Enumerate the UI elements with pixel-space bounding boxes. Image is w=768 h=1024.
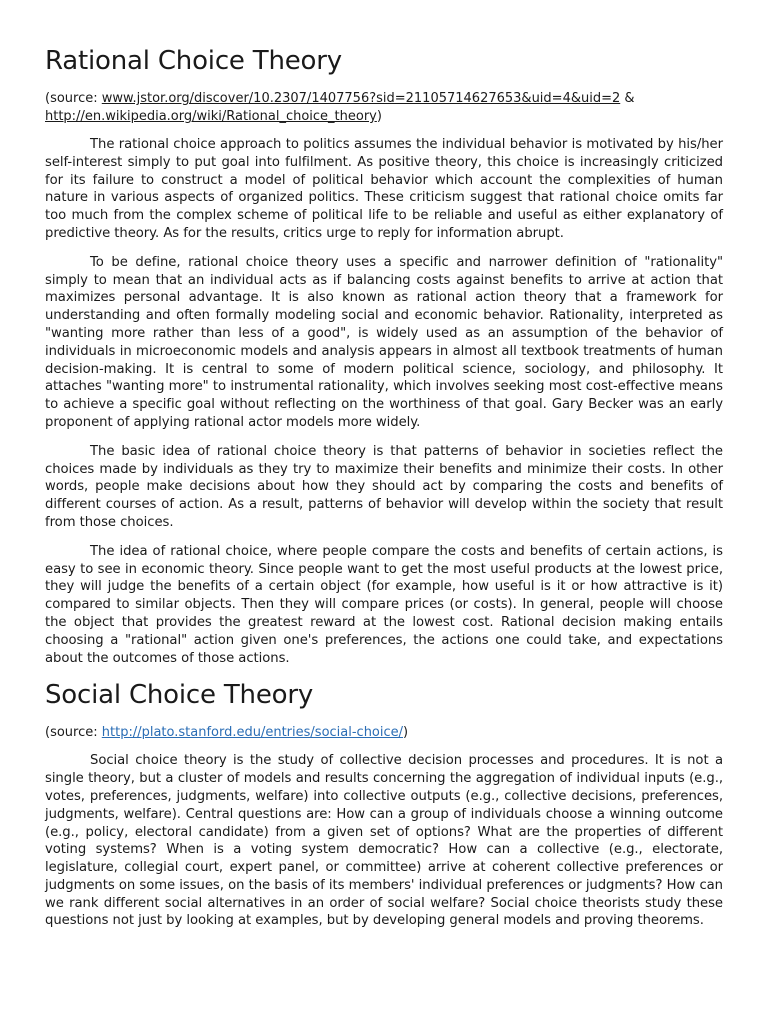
source-suffix: ) [403,725,409,741]
wikipedia-link[interactable]: http://en.wikipedia.org/wiki/Rational_choice_theory [45,109,377,124]
section-title-rational-choice: Rational Choice Theory [45,46,342,76]
stanford-link[interactable]: http://plato.stanford.edu/entries/social-choice/ [101,725,404,741]
paragraph-rational-4: The idea of rational choice, where people compare the costs and benefits of certain actions, is easy to see in economic theory. Since people want to get the most useful products at the lowest price, they will judge the benefits of a certain object (for example, how useful is it or how attractive is it) compared to similar objects. Then they will compare prices (or costs). In general, people will choose the object that provides the greatest reward at the lowest cost. Rational decision making entails choosing a "rational" action given one's preferences, the actions one could take, and expectations about the outcomes of those actions. [45,543,723,666]
section-title-social-choice: Social Choice Theory [45,680,314,711]
paragraph-rational-2: To be define, rational choice theory uses a specific and narrower definition of "rationality" simply to mean that an individual acts as if balancing costs against benefits to arrive at action that maximizes personal advantage. It is also known as rational action theory that a framework for understanding and often formally modeling social and economic behavior. Rationality, interpreted as "wanting more rather than less of a good", is widely used as an assumption of the behavior of individuals in microeconomic models and analysis appears in almost all textbook treatments of human decision-making. It is central to some of modern political science, sociology, and philosophy. It attaches "wanting more" to instrumental rationality, which involves seeking most cost-effective means to achieve a specific goal without reflecting on the worthiness of that goal. Gary Becker was an early proponent of applying rational actor models more widely. [45,254,723,430]
paragraph-rational-1: The rational choice approach to politics assumes the individual behavior is motivated by his/her self-interest simply to put goal into fulfilment. As positive theory, this choice is increasingly criticized for its failure to construct a model of political behavior which account the complexities of human nature in various aspects of organized politics. These criticism suggest that rational choice omits far too much from the complex scheme of political life to be reliable and useful as either explanatory of predictive theory. As for the results, critics urge to reply for information abrupt. [45,137,723,241]
source-line-social-choice [45,724,723,742]
source-prefix: (source: [45,91,102,106]
paragraph-social-1: Social choice theory is the study of collective decision processes and procedures. It is not a single theory, but a cluster of models and results concerning the aggregation of individual inputs (e.g., votes, preferences, judgments, welfare) into collective outputs (e.g., collective decisions, preferences, judgments, welfare). Central questions are: How can a group of individuals choose a winning outcome (e.g., policy, electoral candidate) from a given set of options? What are the properties of different voting systems? When is a voting system democratic? How can a collective (e.g., electorate, legislature, collegial court, expert panel, or committee) arrive at coherent collective preferences or judgments on some issues, on the basis of its members' individual preferences or judgments? How can we rank different social alternatives in an order of social welfare? Social choice theorists study these questions not just by looking at examples, but by developing general models and proving theorems. [45,753,723,929]
source-suffix: ) [376,109,382,124]
source-prefix: (source: [45,725,102,741]
jstor-link[interactable]: www.jstor.org/discover/10.2307/1407756?sid=21105714627653&uid=4&uid=2 [101,91,621,106]
source-line-rational-choice [45,90,723,126]
source-separator: & [620,91,635,106]
paragraph-rational-3: The basic idea of rational choice theory is that patterns of behavior in societies reflect the choices made by individuals as they try to maximize their benefits and minimize their costs. In other words, people make decisions about how they should act by comparing the costs and benefits of different courses of action. As a result, patterns of behavior will develop within the society that result from those choices. [45,443,723,530]
